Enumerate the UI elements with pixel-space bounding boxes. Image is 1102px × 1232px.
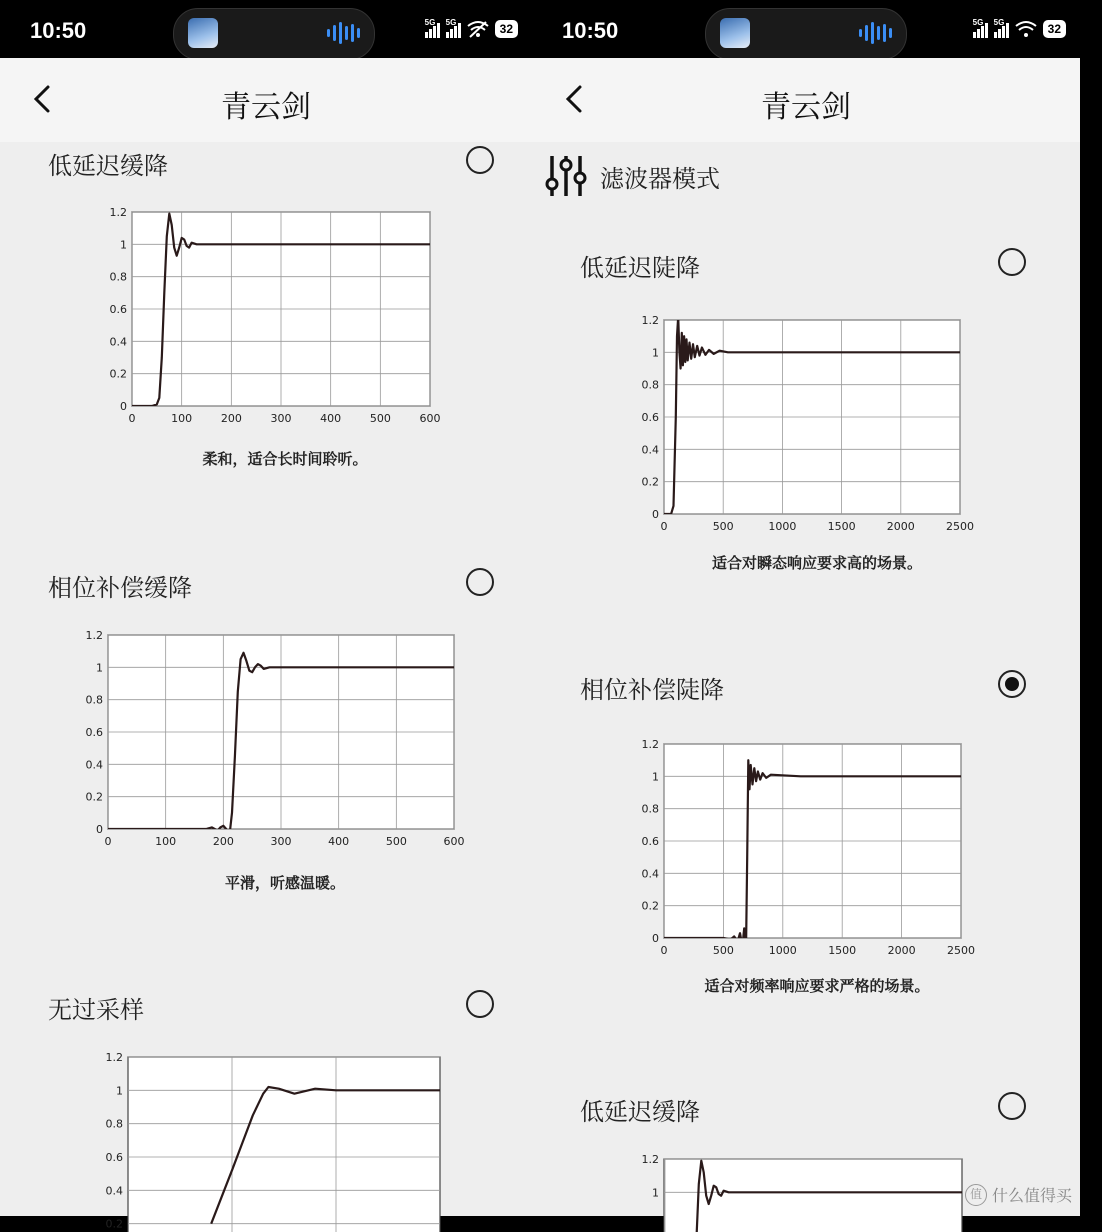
battery-icon: 32 bbox=[495, 20, 518, 38]
page-title: 青云剑 bbox=[761, 90, 851, 125]
y-tick-label: 0.2 bbox=[641, 475, 659, 489]
y-tick-label: 1 bbox=[652, 1186, 659, 1200]
option-label: 低延迟缓降 bbox=[48, 152, 168, 180]
x-tick-label: 0 bbox=[660, 520, 668, 533]
x-tick-label: 600 bbox=[419, 412, 441, 425]
cellular-signal-icon: 5G bbox=[446, 20, 461, 38]
x-tick-label: 300 bbox=[270, 412, 292, 425]
y-tick-label: 0.2 bbox=[85, 790, 103, 804]
wifi-off-icon bbox=[467, 20, 489, 38]
status-bar bbox=[532, 0, 1080, 58]
x-tick-label: 100 bbox=[155, 835, 177, 848]
x-tick-label: 2000 bbox=[887, 944, 916, 957]
y-tick-label: 0.4 bbox=[109, 335, 127, 349]
x-tick-label: 300 bbox=[270, 835, 292, 848]
x-tick-label: 1000 bbox=[768, 944, 797, 957]
option-radio[interactable] bbox=[998, 1092, 1026, 1120]
y-tick-label: 1.2 bbox=[641, 314, 659, 327]
y-tick-label: 0 bbox=[652, 932, 659, 945]
battery-icon: 32 bbox=[1043, 20, 1066, 38]
plot-area bbox=[664, 1159, 962, 1232]
x-tick-label: 2000 bbox=[886, 520, 915, 533]
option-caption: 柔和，适合长时间聆听。 bbox=[202, 450, 368, 468]
impulse-response-chart bbox=[632, 734, 982, 974]
filter-sliders-icon bbox=[546, 154, 586, 198]
option-label: 相位补偿缓降 bbox=[48, 574, 192, 602]
y-tick-label: 0.8 bbox=[641, 378, 659, 392]
y-tick-label: 1 bbox=[652, 346, 659, 360]
y-tick-label: 1.2 bbox=[109, 206, 127, 219]
y-tick-label: 0.4 bbox=[641, 443, 659, 457]
x-tick-label: 0 bbox=[128, 412, 136, 425]
y-tick-label: 1 bbox=[116, 1084, 123, 1098]
cellular-signal-icon: 5G bbox=[973, 20, 988, 38]
filter-option-list bbox=[0, 142, 532, 1231]
status-icons bbox=[425, 20, 518, 38]
x-tick-label: 0 bbox=[104, 835, 112, 848]
option-label: 低延迟缓降 bbox=[580, 1098, 700, 1126]
y-tick-label: 0.4 bbox=[641, 867, 659, 881]
option-caption: 适合对频率响应要求严格的场景。 bbox=[704, 977, 930, 995]
right-screen bbox=[532, 0, 1080, 1216]
app-bar bbox=[0, 58, 532, 142]
y-tick-label: 0 bbox=[120, 400, 127, 413]
impulse-response-chart bbox=[632, 1154, 982, 1224]
dynamic-island[interactable] bbox=[173, 8, 375, 60]
option-caption: 适合对瞬态响应要求高的场景。 bbox=[711, 554, 922, 572]
wifi-icon bbox=[1015, 20, 1037, 38]
x-tick-label: 2500 bbox=[946, 520, 974, 533]
y-tick-label: 1.2 bbox=[641, 738, 659, 751]
watermark-logo-icon: 值 bbox=[965, 1184, 987, 1206]
option-radio-selected[interactable] bbox=[998, 670, 1026, 698]
y-tick-label: 0.8 bbox=[85, 693, 103, 707]
page-title: 青云剑 bbox=[221, 90, 311, 125]
cellular-signal-icon: 5G bbox=[425, 20, 440, 38]
filter-option-list bbox=[532, 142, 1080, 1216]
y-tick-label: 0.2 bbox=[641, 899, 659, 913]
x-tick-label: 500 bbox=[385, 835, 407, 848]
option-radio[interactable] bbox=[998, 248, 1026, 276]
y-tick-label: 0.6 bbox=[105, 1151, 123, 1164]
impulse-response-chart bbox=[76, 625, 466, 865]
y-tick-label: 0.2 bbox=[105, 1217, 123, 1231]
y-tick-label: 0.4 bbox=[85, 758, 103, 772]
x-tick-label: 500 bbox=[369, 412, 391, 425]
status-bar bbox=[0, 0, 532, 58]
y-tick-label: 0.6 bbox=[109, 303, 127, 316]
x-tick-label: 1000 bbox=[768, 520, 797, 533]
y-tick-label: 0.6 bbox=[641, 411, 659, 424]
impulse-response-chart bbox=[96, 1052, 446, 1232]
impulse-response-chart bbox=[100, 202, 440, 442]
x-tick-label: 2500 bbox=[947, 944, 975, 957]
impulse-response-chart bbox=[632, 310, 982, 550]
x-tick-label: 200 bbox=[212, 835, 234, 848]
dynamic-island[interactable] bbox=[705, 8, 907, 60]
section-title: 滤波器模式 bbox=[600, 164, 720, 193]
x-tick-label: 100 bbox=[171, 412, 193, 425]
y-tick-label: 0.8 bbox=[109, 270, 127, 284]
section-header bbox=[546, 154, 720, 198]
y-tick-label: 0.4 bbox=[105, 1184, 123, 1198]
y-tick-label: 1 bbox=[120, 238, 127, 252]
y-tick-label: 1 bbox=[652, 770, 659, 784]
y-tick-label: 1 bbox=[96, 661, 103, 675]
option-caption: 平滑，听感温暖。 bbox=[224, 874, 345, 892]
x-tick-label: 1500 bbox=[827, 520, 856, 533]
y-tick-label: 0.8 bbox=[641, 802, 659, 816]
x-tick-label: 500 bbox=[712, 520, 734, 533]
option-radio[interactable] bbox=[466, 990, 494, 1018]
audio-wave-icon bbox=[859, 21, 892, 45]
y-tick-label: 0.8 bbox=[105, 1117, 123, 1131]
x-tick-label: 400 bbox=[320, 412, 342, 425]
x-tick-label: 1500 bbox=[828, 944, 857, 957]
watermark-text: 什么值得买 bbox=[991, 1186, 1072, 1205]
x-tick-label: 500 bbox=[712, 944, 734, 957]
y-tick-label: 0 bbox=[96, 823, 103, 836]
album-art-icon bbox=[188, 18, 218, 48]
y-tick-label: 1.2 bbox=[641, 1153, 659, 1166]
option-radio[interactable] bbox=[466, 568, 494, 596]
y-tick-label: 1.2 bbox=[85, 629, 103, 642]
watermark bbox=[965, 1183, 1072, 1206]
plot-area bbox=[128, 1057, 440, 1232]
status-icons bbox=[973, 20, 1066, 38]
y-tick-label: 1.2 bbox=[105, 1051, 123, 1064]
audio-wave-icon bbox=[327, 21, 360, 45]
album-art-icon bbox=[720, 18, 750, 48]
option-label: 低延迟陡降 bbox=[580, 254, 700, 282]
option-label: 无过采样 bbox=[48, 996, 144, 1024]
option-label: 相位补偿陡降 bbox=[580, 676, 724, 704]
y-tick-label: 0.2 bbox=[109, 367, 127, 381]
status-time: 10:50 bbox=[30, 18, 87, 43]
cellular-signal-icon: 5G bbox=[994, 20, 1009, 38]
y-tick-label: 0.6 bbox=[641, 835, 659, 848]
x-tick-label: 0 bbox=[660, 944, 668, 957]
status-time: 10:50 bbox=[562, 18, 619, 43]
y-tick-label: 0 bbox=[652, 508, 659, 521]
app-bar bbox=[532, 58, 1080, 142]
x-tick-label: 400 bbox=[328, 835, 350, 848]
option-radio[interactable] bbox=[466, 146, 494, 174]
x-tick-label: 200 bbox=[220, 412, 242, 425]
y-tick-label: 0.6 bbox=[85, 726, 103, 739]
left-screen bbox=[0, 0, 532, 1231]
x-tick-label: 600 bbox=[443, 835, 465, 848]
